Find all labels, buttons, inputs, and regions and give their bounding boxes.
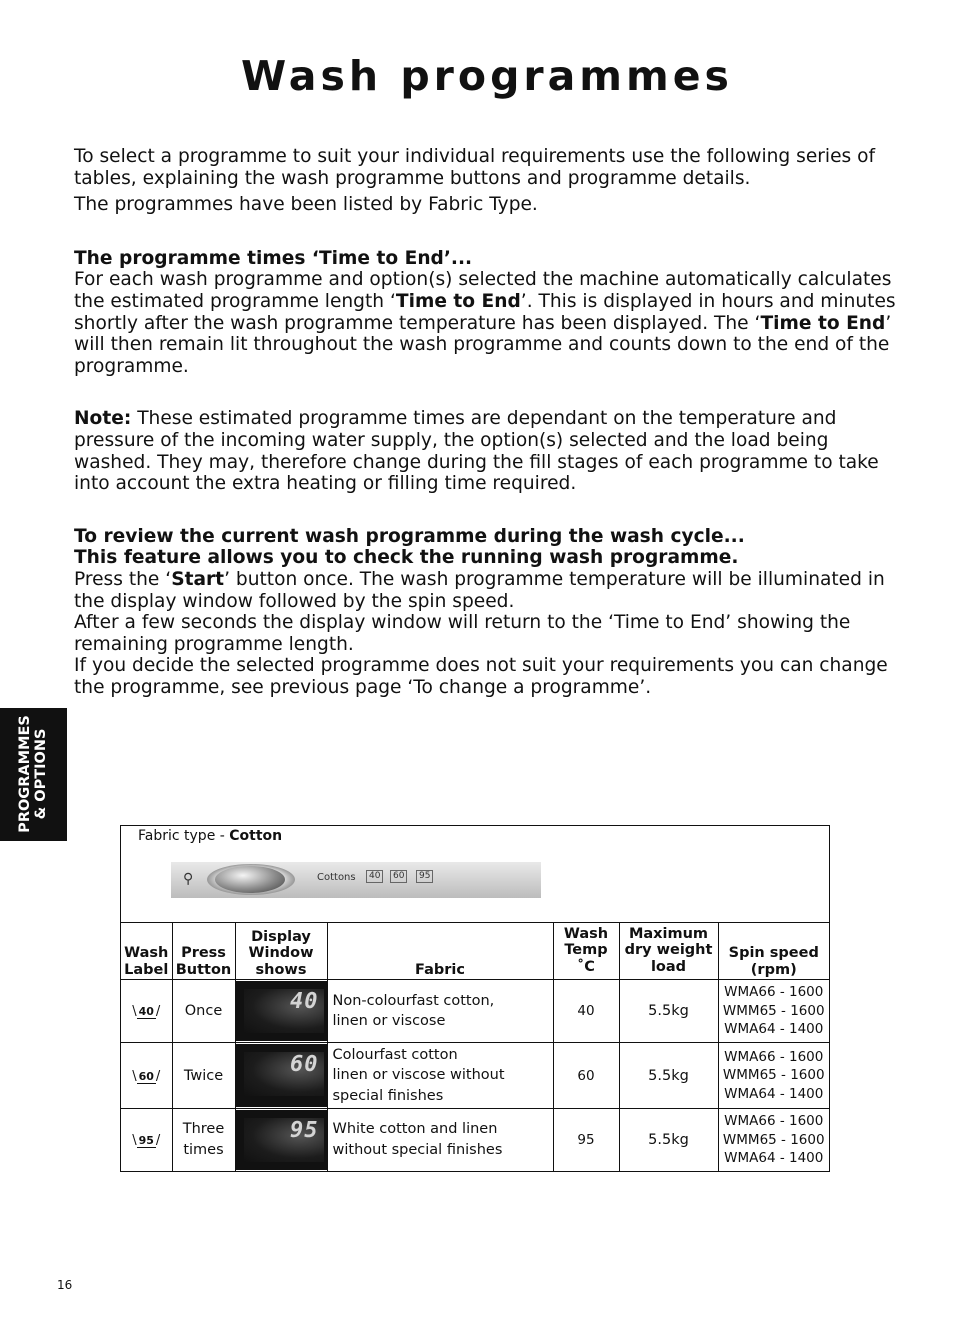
col-spin: Spin speed (rpm) [718, 923, 829, 980]
table-row [121, 1043, 829, 1109]
col-temp: Wash Temp ˚C [553, 923, 619, 980]
spin-speeds: WMA66 - 1600 WMM65 - 1600 WMA64 - 1400 [718, 980, 829, 1043]
wash-symbol-icon: \ 95 / [121, 1109, 172, 1171]
review-heading-2: This feature allows you to check the running wash programme. [74, 547, 739, 569]
display-window: 40 [235, 980, 327, 1043]
review-text-3: If you decide the selected programme does not suit your requirements you can change the programme, see previous page ‘To change a programme’. [74, 655, 888, 698]
display-window: 60 [235, 1043, 327, 1109]
col-wash-label: Wash Label [121, 923, 172, 980]
section-tab-label: PROGRAMMES & OPTIONS [17, 715, 49, 833]
wash-temp: 40 [553, 980, 619, 1043]
page-number: 16 [57, 1278, 73, 1292]
tap-icon: ⚲ [183, 871, 194, 887]
intro-paragraph-2: The programmes have been listed by Fabric Type. [74, 194, 538, 216]
body-text [74, 146, 910, 698]
programme-grid [121, 923, 829, 1171]
programme-table [120, 825, 830, 1172]
col-load: Maximum dry weight load [619, 923, 718, 980]
fabric-description: Non-colourfast cotton, linen or viscose [327, 980, 553, 1043]
review-text-2: After a few seconds the display window will return to the ‘Time to End’ showing the remaining programme length. [74, 612, 851, 655]
col-fabric: Fabric [327, 923, 553, 980]
time-to-end-text: For each wash programme and option(s) selected the machine automatically calculates the estimated programme length ‘Time to End’. This is displayed in hours and minutes shortly after the wash programme temperature has been displayed. The ‘Time to End’ will then remain lit throughout the wash programme and counts down to the end of the programme. [74, 269, 896, 377]
time-to-end-heading: The programme times ‘Time to End’... [74, 247, 473, 269]
section-tab [0, 708, 67, 841]
note-paragraph: Note: These estimated programme times are dependant on the temperature and pressure of the incoming water supply, the option(s) selected and the load being washed. They may, therefore change during the fill stages of each programme to take into account the extra heating or filling time required. [74, 408, 879, 495]
spin-speeds: WMA66 - 1600 WMM65 - 1600 WMA64 - 1400 [718, 1043, 829, 1109]
press-count: Once [172, 980, 235, 1043]
wash-temp: 95 [553, 1109, 619, 1171]
fabric-type: Fabric type - Cotton [138, 828, 283, 844]
table-row [121, 1109, 829, 1171]
col-press-button: Press Button [172, 923, 235, 980]
fabric-description: Colourfast cotton linen or viscose without special finishes [327, 1043, 553, 1109]
intro-paragraph: To select a programme to suit your individual requirements use the following series of tables, explaining the wash programme buttons and programme details. [74, 146, 876, 189]
wash-symbol-icon: \ 40 / [121, 980, 172, 1043]
panel-temp: 95 [416, 870, 433, 883]
press-count: Twice [172, 1043, 235, 1109]
wash-symbol-icon: \ 60 / [121, 1043, 172, 1109]
table-header-area [121, 826, 829, 923]
press-count: Three times [172, 1109, 235, 1171]
col-display: Display Window shows [235, 923, 327, 980]
review-text: Press the ‘Start’ button once. The wash programme temperature will be illuminated in the display window followed by the spin speed. [74, 568, 885, 612]
programme-knob [215, 866, 285, 893]
panel-temp: 40 [366, 870, 383, 883]
control-panel-image [171, 862, 541, 898]
display-window: 95 [235, 1109, 327, 1171]
review-heading-1: To review the current wash programme during the wash cycle... [74, 525, 745, 547]
fabric-description: White cotton and linen without special finishes [327, 1109, 553, 1171]
panel-label: Cottons [317, 872, 356, 883]
spin-speeds: WMA66 - 1600 WMM65 - 1600 WMA64 - 1400 [718, 1109, 829, 1171]
max-load: 5.5kg [619, 1109, 718, 1171]
max-load: 5.5kg [619, 1043, 718, 1109]
max-load: 5.5kg [619, 980, 718, 1043]
table-header-row [121, 923, 829, 980]
panel-temp: 60 [390, 870, 407, 883]
page-title: Wash programmes [241, 52, 733, 100]
wash-temp: 60 [553, 1043, 619, 1109]
table-row [121, 980, 829, 1043]
